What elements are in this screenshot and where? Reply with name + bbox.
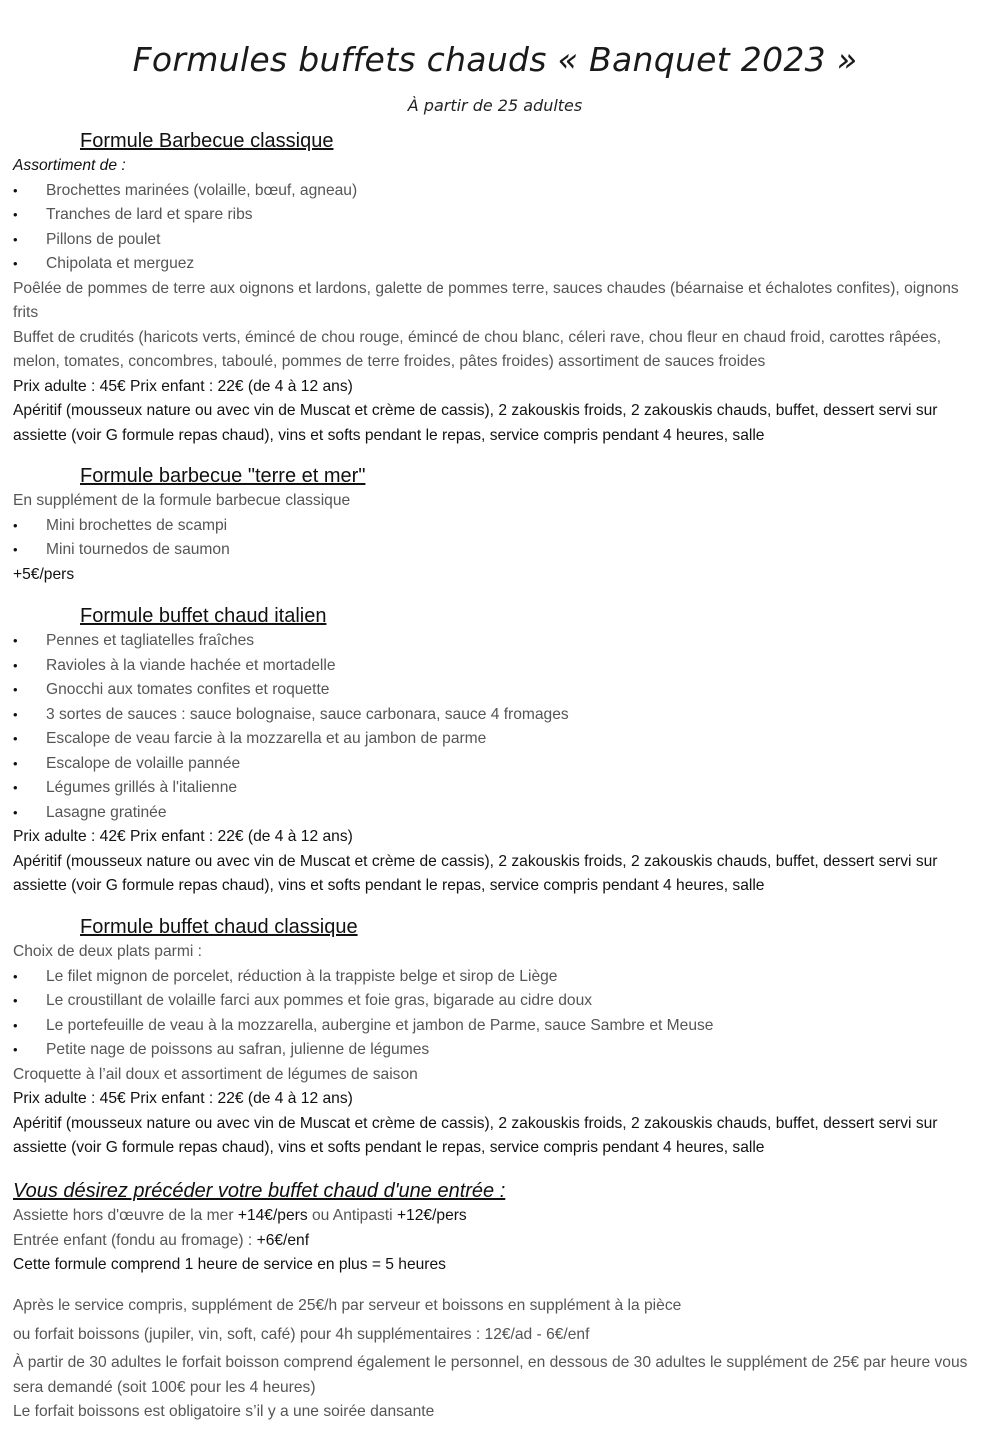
section-barbecue-classique xyxy=(0,128,990,448)
bullet-icon: • xyxy=(13,207,18,222)
note-personnel: À partir de 30 adultes le forfait boisson comprend également le personnel, en dessous de 30 adultes le supplément de 25€ par heure vous sera demandé (soit 100€ pour les 4 heures) xyxy=(13,1354,968,1396)
section-heading: Formule buffet chaud italien xyxy=(80,605,327,627)
bullet-icon: • xyxy=(13,182,18,198)
bullet-icon: • xyxy=(13,755,18,771)
price-line: Prix adulte : 45€ Prix enfant : 22€ (de 4 à 12 ans) xyxy=(13,377,353,395)
section-buffet-chaud-classique xyxy=(0,914,990,1161)
section-barbecue-terre-et-mer xyxy=(0,463,990,587)
list-item: • Escalope de veau farcie à la mozzarella et au jambon de parme xyxy=(0,727,990,752)
bullet-icon: • xyxy=(13,231,18,247)
bullet-icon: • xyxy=(13,804,18,820)
side-dishes-paragraph: Croquette à l’ail doux et assortiment de légumes de saison xyxy=(13,1065,418,1083)
section-intro: Assortiment de : xyxy=(13,157,126,174)
list-item: • Escalope de volaille pannée xyxy=(0,752,990,777)
entree-heading: Vous désirez précéder votre buffet chaud d'une entrée : xyxy=(13,1180,506,1202)
included-paragraph: Apéritif (mousseux nature ou avec vin de Muscat et crème de cassis), 2 zakouskis froids, 2 zakouskis chauds, buffet, dessert servi sur assiette (voir G formule repas chaud), vins et softs pendant le repas, service compris pendant 4 heures, salle xyxy=(13,1114,938,1156)
bullet-icon: • xyxy=(13,706,18,722)
bullet-icon: • xyxy=(13,731,18,746)
note-forfait: ou forfait boissons (jupiler, vin, soft, café) pour 4h supplémentaires : 12€/ad - 6€/enf xyxy=(13,1326,590,1343)
included-paragraph: Apéritif (mousseux nature ou avec vin de Muscat et crème de cassis), 2 zakouskis froids, 2 zakouskis chauds, buffet, dessert servi sur assiette (voir G formule repas chaud), vins et softs pendant le repas, service compris pendant 4 heures, salle xyxy=(13,852,938,894)
section-heading: Formule buffet chaud classique xyxy=(80,916,358,938)
list-item: • Brochettes marinées (volaille, bœuf, agneau) xyxy=(0,179,990,204)
section-intro: En supplément de la formule barbecue classique xyxy=(13,492,351,509)
included-paragraph: Apéritif (mousseux nature ou avec vin de Muscat et crème de cassis), 2 zakouskis froids, 2 zakouskis chauds, buffet, dessert servi sur assiette (voir G formule repas chaud), vins et softs pendant le repas, service compris pendant 4 heures, salle xyxy=(13,402,938,444)
bullet-icon: • xyxy=(13,780,18,795)
section-heading: Formule barbecue "terre et mer" xyxy=(80,465,366,487)
bullet-icon: • xyxy=(13,1042,18,1057)
list-item: • Légumes grillés à l'italienne xyxy=(0,776,990,801)
section-buffet-italien xyxy=(0,603,990,899)
section-notes xyxy=(0,1291,990,1425)
list-item: • Mini tournedos de saumon xyxy=(0,538,990,563)
note-obligatoire: Le forfait boissons est obligatoire s’il y a une soirée dansante xyxy=(13,1403,435,1420)
entree-line-child: Entrée enfant (fondu au fromage) : +6€/enf xyxy=(13,1231,310,1249)
item-list xyxy=(0,965,990,1063)
list-item: • Le filet mignon de porcelet, réduction à la trappiste belge et sirop de Liège xyxy=(0,965,990,990)
side-dishes-paragraph: Poêlée de pommes de terre aux oignons et lardons, galette de pommes terre, sauces chaudes (béarnaise et échalotes confites), oignons frits xyxy=(13,279,959,321)
price-line: Prix adulte : 42€ Prix enfant : 22€ (de 4 à 12 ans) xyxy=(13,828,353,845)
bullet-icon: • xyxy=(13,633,18,648)
crudites-paragraph: Buffet de crudités (haricots verts, émincé de chou rouge, émincé de chou blanc, céleri rave, chou fleur en chaud froid, carottes râpées, melon, tomates, concombres, taboulé, pommes de terre froides, pâtes froides) assortiment de sauces froides xyxy=(13,328,942,370)
list-item: • Chipolata et merguez xyxy=(0,252,990,277)
list-item: • Lasagne gratinée xyxy=(0,801,990,826)
bullet-icon: • xyxy=(13,542,18,557)
item-list xyxy=(0,179,990,277)
price-line: +5€/pers xyxy=(13,565,75,583)
entree-line-adult: Assiette hors d'œuvre de la mer +14€/pers ou Antipasti +12€/pers xyxy=(13,1207,467,1224)
list-item: • Mini brochettes de scampi xyxy=(0,514,990,539)
list-item: • Pillons de poulet xyxy=(0,228,990,253)
bullet-icon: • xyxy=(13,517,18,533)
list-item: • Le croustillant de volaille farci aux pommes et foie gras, bigarade au cidre doux xyxy=(0,989,990,1014)
bullet-icon: • xyxy=(13,968,18,984)
section-heading: Formule Barbecue classique xyxy=(80,130,334,152)
list-item: • Ravioles à la viande hachée et mortadelle xyxy=(0,654,990,679)
list-item: • Tranches de lard et spare ribs xyxy=(0,203,990,228)
section-entree xyxy=(0,1178,990,1278)
list-item: • 3 sortes de sauces : sauce bolognaise, sauce carbonara, sauce 4 fromages xyxy=(0,703,990,728)
price-line: Prix adulte : 45€ Prix enfant : 22€ (de 4 à 12 ans) xyxy=(13,1090,353,1107)
entree-service-note: Cette formule comprend 1 heure de service en plus = 5 heures xyxy=(13,1256,446,1273)
note-service: Après le service compris, supplément de 25€/h par serveur et boissons en supplément à la pièce xyxy=(13,1297,682,1314)
item-list xyxy=(0,514,990,563)
page-subtitle: À partir de 25 adultes xyxy=(407,96,583,115)
section-intro: Choix de deux plats parmi : xyxy=(13,943,202,960)
item-list xyxy=(0,629,990,825)
list-item: • Le portefeuille de veau à la mozzarella, aubergine et jambon de Parme, sauce Sambre et Meuse xyxy=(0,1014,990,1039)
bullet-icon: • xyxy=(13,657,18,673)
list-item: • Pennes et tagliatelles fraîches xyxy=(0,629,990,654)
bullet-icon: • xyxy=(13,1017,18,1033)
page-title: Formules buffets chauds « Banquet 2023 » xyxy=(132,40,858,79)
list-item: • Petite nage de poissons au safran, julienne de légumes xyxy=(0,1038,990,1063)
bullet-icon: • xyxy=(13,256,18,271)
bullet-icon: • xyxy=(13,682,18,697)
list-item: • Gnocchi aux tomates confites et roquette xyxy=(0,678,990,703)
bullet-icon: • xyxy=(13,993,18,1008)
